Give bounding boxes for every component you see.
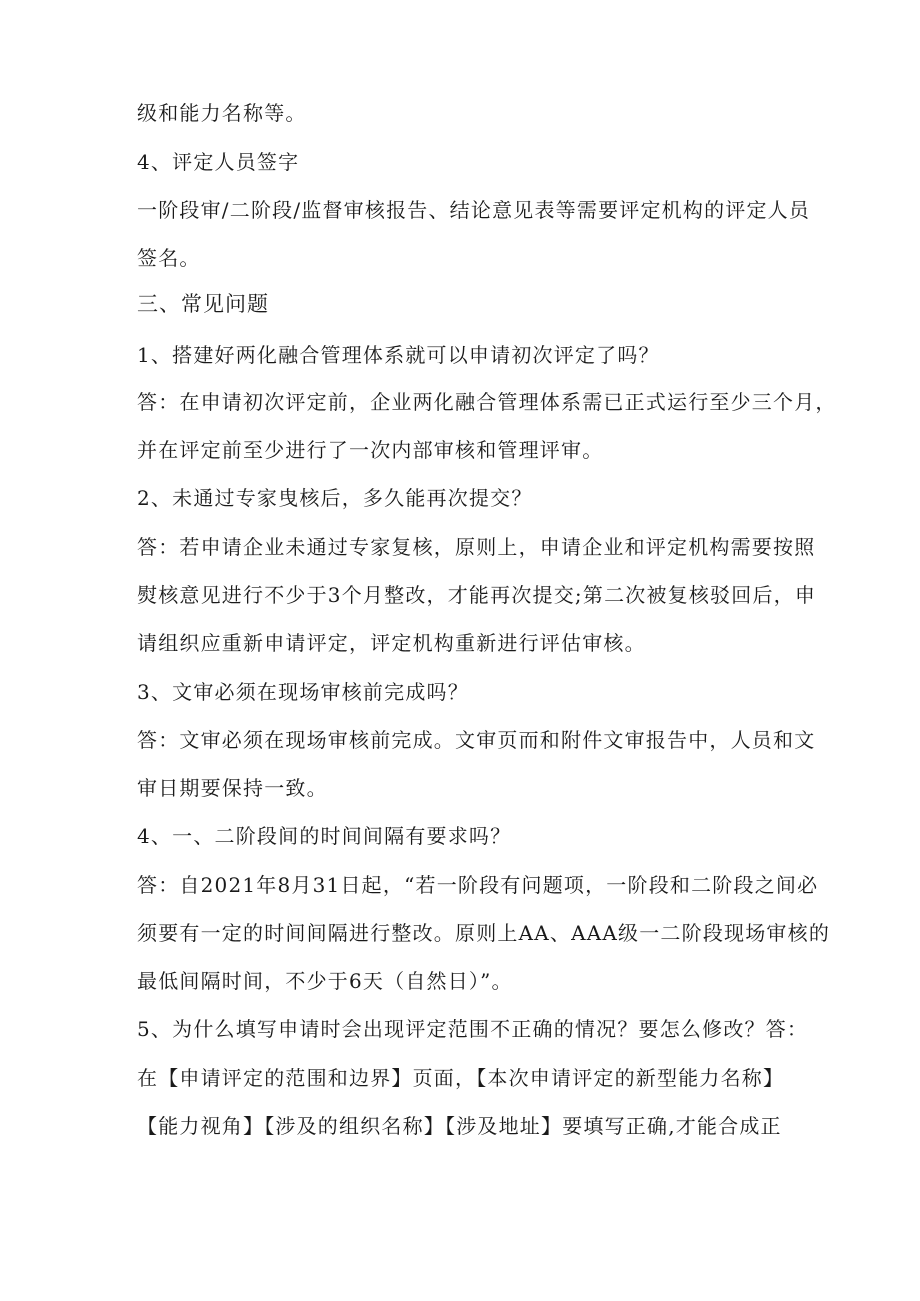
- section-heading: 三、常见问题: [137, 292, 269, 316]
- text-line: 一阶段审/二阶段/监督审核报告、结论意见表等需要评定机构的评定人员: [137, 198, 811, 222]
- answer-line: 答：在申请初次评定前，企业两化融合管理体系需已正式运行至少三个月，: [137, 390, 837, 414]
- answer-line: 答：文审必须在现场审核前完成。文审页而和附件文审报告中，人员和文: [137, 728, 816, 752]
- question-line: 3、文审必须在现场审核前完成吗？: [137, 680, 469, 704]
- answer-line: 须要有一定的时间间隔进行整改。原则上AA、AAA级一二阶段现场审核的: [137, 921, 831, 945]
- answer-line: 请组织应重新申请评定，评定机构重新进行评估审核。: [137, 631, 646, 655]
- answer-line: 在【申请评定的范围和边界】页面，【本次申请评定的新型能力名称】: [137, 1066, 785, 1090]
- text-line: 签名。: [137, 246, 201, 270]
- answer-line: 答：若申请企业未通过专家复核，原则上，申请企业和评定机构需要按照: [137, 535, 816, 559]
- text-line: 级和能力名称等。: [137, 101, 307, 125]
- question-line: 4、一、二阶段间的时间间隔有要求吗？: [137, 824, 512, 848]
- answer-line: 答：自2021年8月31日起，“若一阶段有问题项，一阶段和二阶段之间必: [137, 873, 819, 897]
- answer-line: 【能力视角】【涉及的组织名称】【涉及地址】要填写正确,才能合成正: [137, 1114, 782, 1138]
- question-line: 1、搭建好两化融合管理体系就可以申请初次评定了吗？: [137, 343, 660, 367]
- answer-line: 最低间隔时间，不少于6天（自然日）”。: [137, 969, 513, 993]
- question-line: 2、未通过专家曳核后，多久能再次提交？: [137, 486, 533, 510]
- answer-line: 熨核意见进行不少于3个月整改，才能再次提交;第二次被复核驳回后，申: [137, 583, 817, 607]
- text-line: 4、评定人员签字: [137, 150, 300, 174]
- answer-line: 审日期要保持一致。: [137, 776, 328, 800]
- answer-line: 并在评定前至少进行了一次内部审核和管理评审。: [137, 438, 604, 462]
- question-line: 5、为什么填写申请时会出现评定范围不正确的情况？要怎么修改？答：: [137, 1017, 809, 1041]
